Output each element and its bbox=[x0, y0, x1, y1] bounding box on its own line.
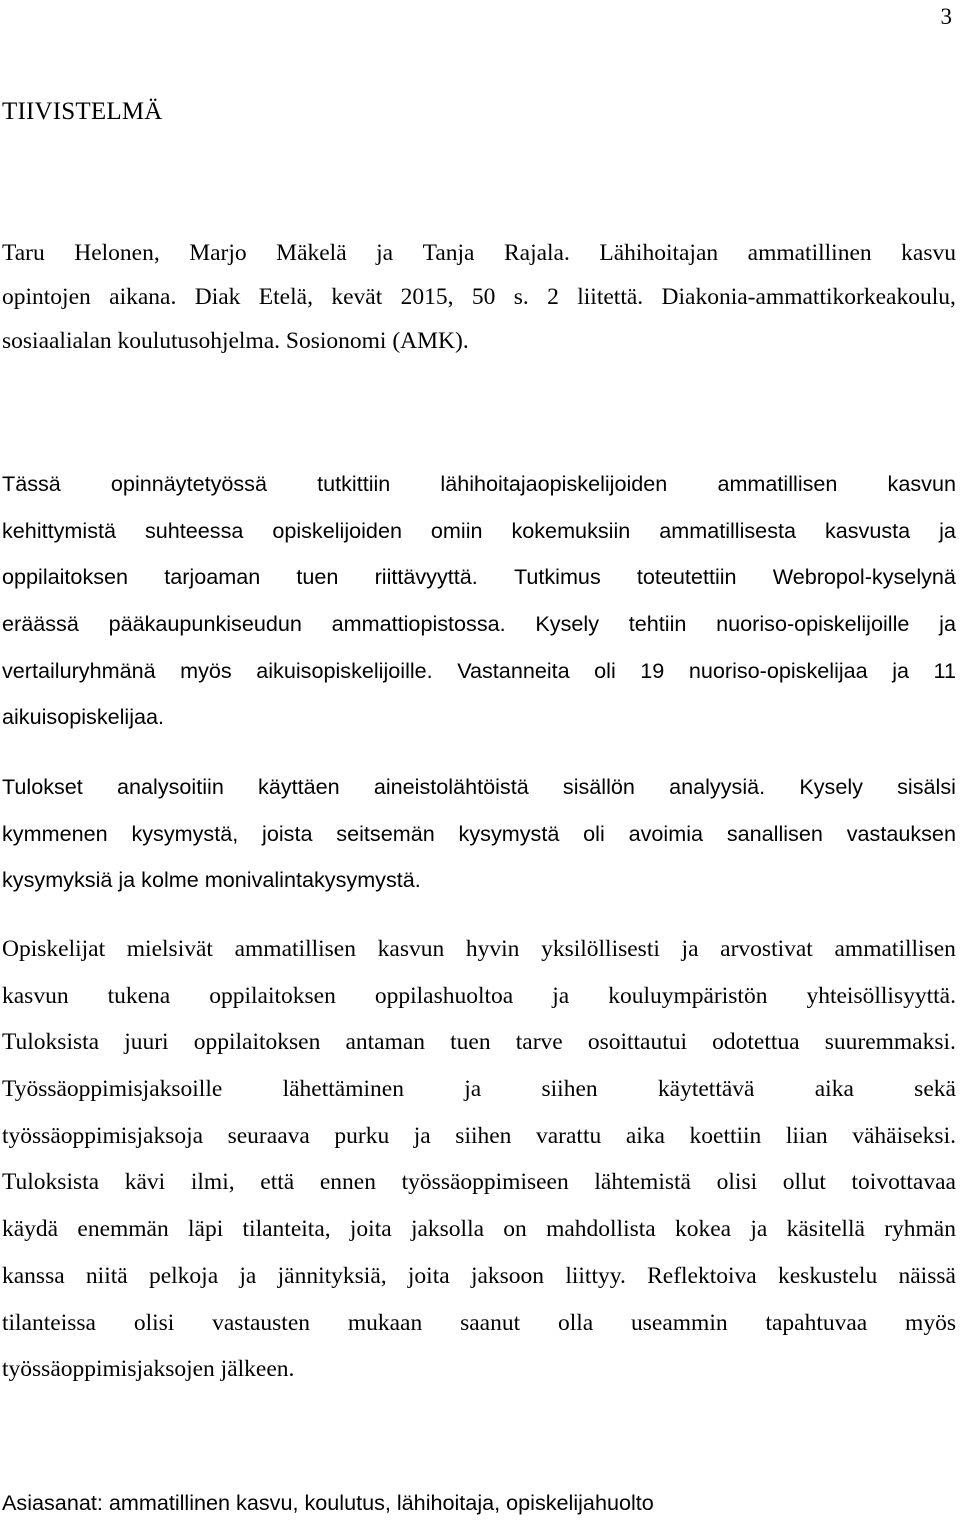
page-number: 3 bbox=[940, 4, 952, 29]
reference-line: Taru Helonen, Marjo Mäkelä ja Tanja Rajala. Lähihoitajan ammatillinen kasvu bbox=[2, 240, 956, 266]
reference-line: opintojen aikana. Diak Etelä, kevät 2015, 50 s. 2 liitettä. Diakonia-ammattikorkeakoulu, bbox=[2, 284, 956, 310]
paragraph-line: kymmenen kysymystä, joista seitsemän kysymystä oli avoimia sanallisen vastauksen bbox=[2, 820, 956, 846]
abstract-paragraph-2 bbox=[2, 764, 956, 904]
paragraph-line: Opiskelijat mielsivät ammatillisen kasvun hyvin yksilöllisesti ja arvostivat ammatillisen bbox=[2, 936, 956, 962]
paragraph-line: kehittymistä suhteessa opiskelijoiden omiin kokemuksiin ammatillisesta kasvusta ja bbox=[2, 517, 956, 543]
paragraph-line: kysymyksiä ja kolme monivalintakysymystä. bbox=[2, 867, 421, 893]
reference-line: sosiaalialan koulutusohjelma. Sosionomi (AMK). bbox=[2, 328, 469, 354]
paragraph-line: työssäoppimisjaksojen jälkeen. bbox=[2, 1356, 295, 1383]
paragraph-line: aikuisopiskelijaa. bbox=[2, 704, 165, 730]
abstract-paragraph-3 bbox=[2, 926, 956, 1393]
paragraph-line: Tuloksista kävi ilmi, että ennen työssäoppimiseen lähtemistä olisi ollut toivottavaa bbox=[2, 1169, 956, 1196]
page-title: TIIVISTELMÄ bbox=[2, 98, 163, 125]
paragraph-line: Tässä opinnäytetyössä tutkittiin lähihoitajaopiskelijoiden ammatillisen kasvun bbox=[2, 471, 956, 496]
paragraph-line: työssäoppimisjaksoja seuraava purku ja siihen varattu aika koettiin liian vähäiseksi. bbox=[2, 1122, 956, 1149]
paragraph-line: tilanteissa olisi vastausten mukaan saanut olla useammin tapahtuvaa myös bbox=[2, 1309, 956, 1336]
keywords: Asiasanat: ammatillinen kasvu, koulutus, lähihoitaja, opiskelijahuolto bbox=[2, 1490, 654, 1515]
abstract-paragraph-1 bbox=[2, 461, 956, 741]
paragraph-line: oppilaitoksen tarjoaman tuen riittävyyttä. Tutkimus toteutettiin Webropol-kyselynä bbox=[2, 564, 956, 590]
paragraph-line: käydä enemmän läpi tilanteita, joita jaksolla on mahdollista kokea ja käsitellä ryhmän bbox=[2, 1216, 956, 1243]
paragraph-line: kanssa niitä pelkoja ja jännityksiä, joita jaksoon liittyy. Reflektoiva keskustelu näissä bbox=[2, 1262, 956, 1289]
paragraph-line: Tulokset analysoitiin käyttäen aineistolähtöistä sisällön analyysiä. Kysely sisälsi bbox=[2, 774, 956, 799]
paragraph-line: Tuloksista juuri oppilaitoksen antaman tuen tarve osoittautui odotettua suuremmaksi. bbox=[2, 1029, 956, 1056]
paragraph-line: kasvun tukena oppilaitoksen oppilashuoltoa ja kouluympäristön yhteisöllisyyttä. bbox=[2, 982, 956, 1009]
paragraph-line: vertailuryhmänä myös aikuisopiskelijoille. Vastanneita oli 19 nuoriso-opiskelijaa ja 11 bbox=[2, 657, 956, 683]
paragraph-line: Työssäoppimisjaksoille lähettäminen ja siihen käytettävä aika sekä bbox=[2, 1076, 956, 1103]
paragraph-line: eräässä pääkaupunkiseudun ammattiopistossa. Kysely tehtiin nuoriso-opiskelijoille ja bbox=[2, 611, 956, 637]
bibliographic-reference bbox=[2, 231, 956, 363]
